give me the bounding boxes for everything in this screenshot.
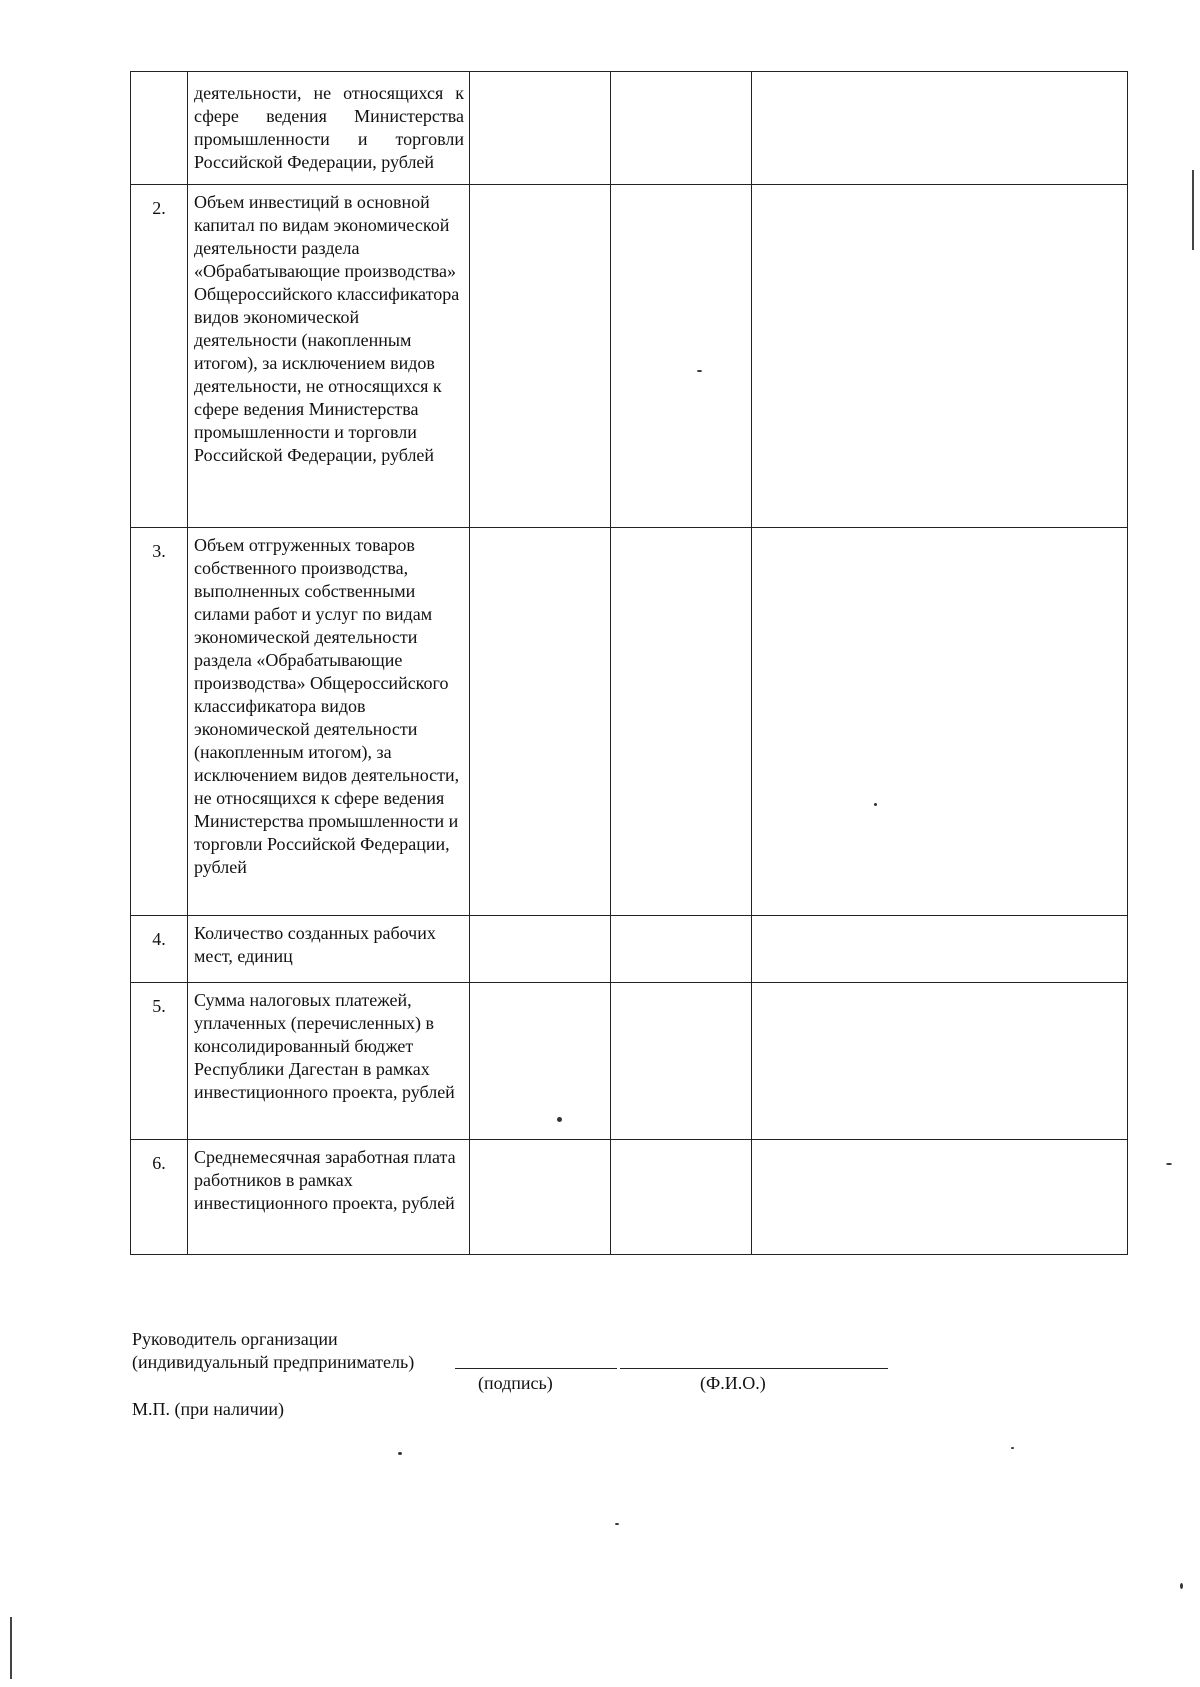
name-line xyxy=(620,1368,888,1369)
row-number-cell: 5. xyxy=(131,983,188,1140)
value-cell xyxy=(611,72,752,185)
row-description-cell: Объем инвестиций в основной капитал по видам экономической деятельности раздела «Обрабатывающие производства» Общероссийского классификатора видов экономической деятельности (накопленным итогом), за исключением видов деятельности, не относящихся к сфере ведения Министерства промышленности и торговли Российской Федерации, рублей xyxy=(188,185,470,528)
scan-speck xyxy=(874,803,877,806)
scan-speck xyxy=(557,1117,562,1122)
table-row xyxy=(131,916,1128,983)
value-cell xyxy=(470,528,611,916)
value-cell xyxy=(470,983,611,1140)
name-caption: (Ф.И.О.) xyxy=(700,1373,766,1393)
row-number-cell: 2. xyxy=(131,185,188,528)
scan-speck xyxy=(615,1523,619,1525)
value-cell xyxy=(752,185,1128,528)
signature-block xyxy=(132,1328,414,1374)
value-cell xyxy=(752,72,1128,185)
scan-edge-mark xyxy=(10,1617,12,1679)
table-row xyxy=(131,528,1128,916)
row-description-cell: деятельности, не относящихся к сфере ведения Министерства промышленности и торговли Российской Федерации, рублей xyxy=(188,72,470,185)
value-cell xyxy=(470,1140,611,1255)
value-cell xyxy=(752,528,1128,916)
value-cell xyxy=(611,1140,752,1255)
stamp-note: М.П. (при наличии) xyxy=(132,1399,284,1419)
row-description-cell: Объем отгруженных товаров собственного производства, выполненных собственными силами работ и услуг по видам экономической деятельности раздела «Обрабатывающие производства» Общероссийского классификатора видов экономической деятельности (накопленным итогом), за исключением видов деятельности, не относящихся к сфере ведения Министерства промышленности и торговли Российской Федерации, рублей xyxy=(188,528,470,916)
indicators-table xyxy=(130,71,1128,1255)
table-row xyxy=(131,72,1128,185)
scan-speck xyxy=(697,370,702,372)
value-cell xyxy=(752,916,1128,983)
scan-speck xyxy=(398,1452,402,1455)
value-cell xyxy=(752,1140,1128,1255)
table-row xyxy=(131,983,1128,1140)
value-cell xyxy=(611,983,752,1140)
row-number-cell: 6. xyxy=(131,1140,188,1255)
value-cell xyxy=(470,916,611,983)
signature-line xyxy=(455,1368,617,1369)
row-number-cell: 3. xyxy=(131,528,188,916)
value-cell xyxy=(752,983,1128,1140)
value-cell xyxy=(470,72,611,185)
value-cell xyxy=(470,185,611,528)
row-description-cell: Среднемесячная заработная плата работников в рамках инвестиционного проекта, рублей xyxy=(188,1140,470,1255)
row-number-cell: 4. xyxy=(131,916,188,983)
table-row xyxy=(131,1140,1128,1255)
value-cell xyxy=(611,185,752,528)
row-description-cell: Количество созданных рабочих мест, единиц xyxy=(188,916,470,983)
scan-speck xyxy=(1011,1447,1014,1449)
signature-caption: (подпись) xyxy=(478,1373,553,1393)
table-row xyxy=(131,185,1128,528)
value-cell xyxy=(611,528,752,916)
scan-speck xyxy=(1180,1583,1183,1589)
scan-speck xyxy=(1166,1163,1172,1165)
signatory-title: Руководитель организации xyxy=(132,1329,338,1349)
scan-edge-mark xyxy=(1192,170,1194,250)
value-cell xyxy=(611,916,752,983)
row-description-cell: Сумма налоговых платежей, уплаченных (перечисленных) в консолидированный бюджет Республики Дагестан в рамках инвестиционного проекта, рублей xyxy=(188,983,470,1140)
row-number-cell xyxy=(131,72,188,185)
signatory-subtitle: (индивидуальный предприниматель) xyxy=(132,1352,415,1372)
